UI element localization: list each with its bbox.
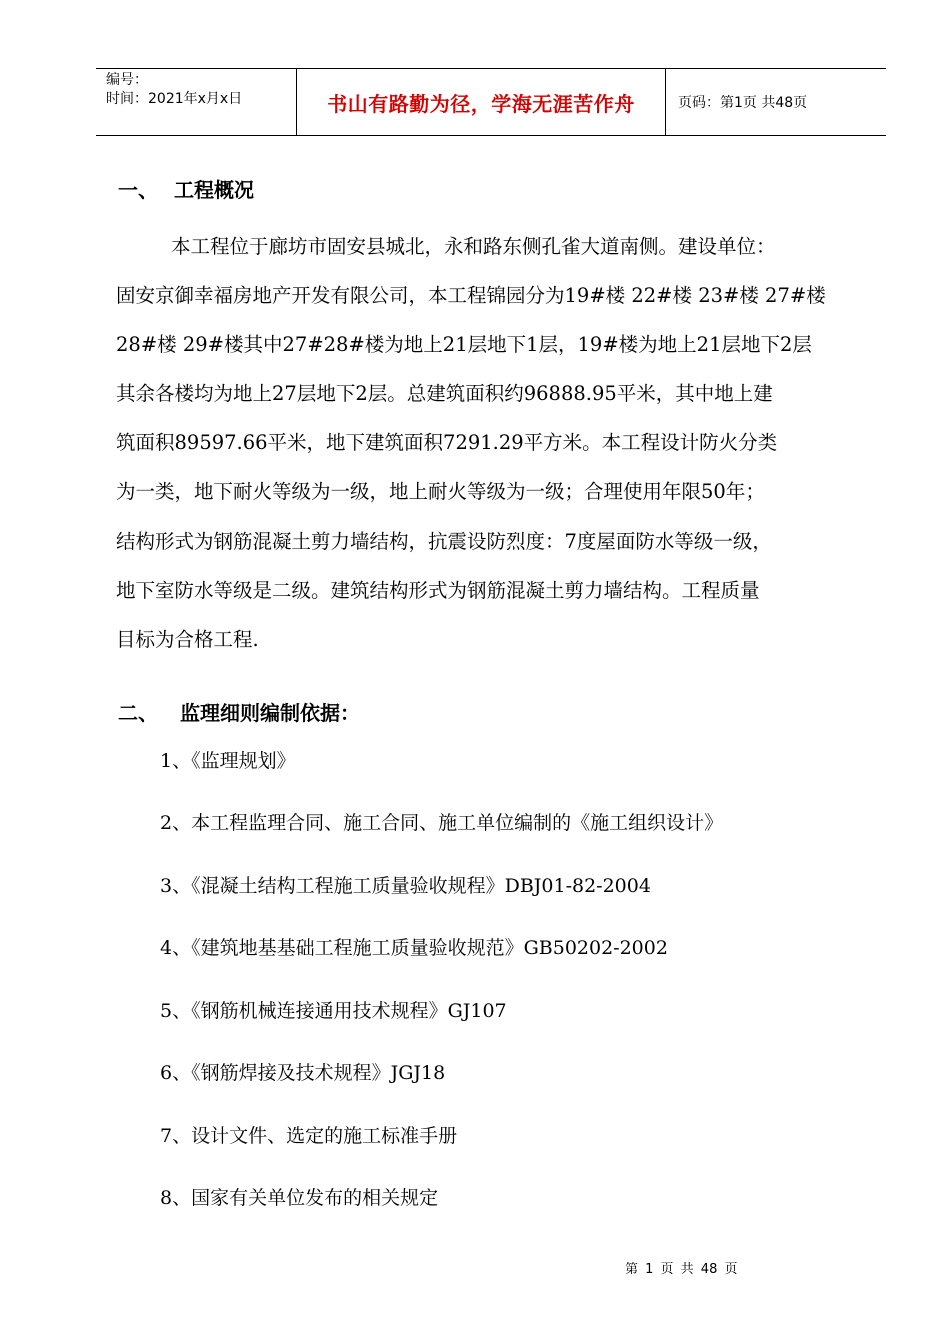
reference-item: 4、《建筑地基基础工程施工质量验收规范》GB50202-2002 <box>160 937 668 959</box>
document-time-label: 时间：2021年x月x日 <box>106 91 243 107</box>
reference-item: 1、《监理规划》 <box>160 750 296 772</box>
reference-item: 7、设计文件、选定的施工标准手册 <box>160 1125 458 1147</box>
page-header <box>96 68 886 136</box>
reference-item: 8、国家有关单位发布的相关规定 <box>160 1187 439 1209</box>
section-1-body <box>116 222 876 664</box>
body-line: 目标为合格工程. <box>116 627 259 651</box>
section-1-title: 工程概况 <box>174 178 254 202</box>
body-line: 筑面积89597.66平米，地下建筑面积7291.29平方米。本工程设计防火分类 <box>116 431 778 455</box>
section-1-number: 一、 <box>118 178 158 202</box>
body-line: 固安京御幸福房地产开发有限公司，本工程锦园分为19#楼 22#楼 23#楼 27#楼 <box>116 284 826 308</box>
reference-item: 5、《钢筋机械连接通用技术规程》GJ107 <box>160 1000 507 1022</box>
header-page-cell <box>666 69 886 135</box>
header-motto-cell <box>296 69 666 135</box>
body-line: 结构形式为钢筋混凝土剪力墙结构，抗震设防烈度：7度屋面防水等级一级， <box>116 529 772 553</box>
body-line: 为一类，地下耐火等级为一级，地上耐火等级为一级；合理使用年限50年； <box>116 480 765 504</box>
section-1-heading <box>118 174 254 203</box>
reference-item: 6、《钢筋焊接及技术规程》JGJ18 <box>160 1062 446 1084</box>
reference-item: 2、本工程监理合同、施工合同、施工单位编制的《施工组织设计》 <box>160 812 724 834</box>
page-footer: 第 1 页 共 48 页 <box>625 1262 738 1277</box>
section-2-title: 监理细则编制依据： <box>180 701 360 725</box>
body-line: 地下室防水等级是二级。建筑结构形式为钢筋混凝土剪力墙结构。工程质量 <box>116 578 760 602</box>
header-meta <box>96 69 296 135</box>
reference-item: 3、《混凝土结构工程施工质量验收规程》DBJ01-82-2004 <box>160 875 651 897</box>
body-line: 28#楼 29#楼其中27#28#楼为地上21层地下1层，19#楼为地上21层地下2层 <box>116 333 812 357</box>
header-motto: 书山有路勤为径，学海无涯苦作舟 <box>327 91 635 116</box>
section-2-number: 二、 <box>118 701 158 725</box>
header-page-label: 页码：第1页 共48页 <box>678 95 808 111</box>
body-line: 本工程位于廊坊市固安县城北，永和路东侧孔雀大道南侧。建设单位： <box>171 235 776 258</box>
section-2-heading <box>118 697 360 726</box>
document-number-label: 编号： <box>106 72 148 88</box>
body-line: 其余各楼均为地上27层地下2层。总建筑面积约96888.95平米，其中地上建 <box>116 382 773 406</box>
